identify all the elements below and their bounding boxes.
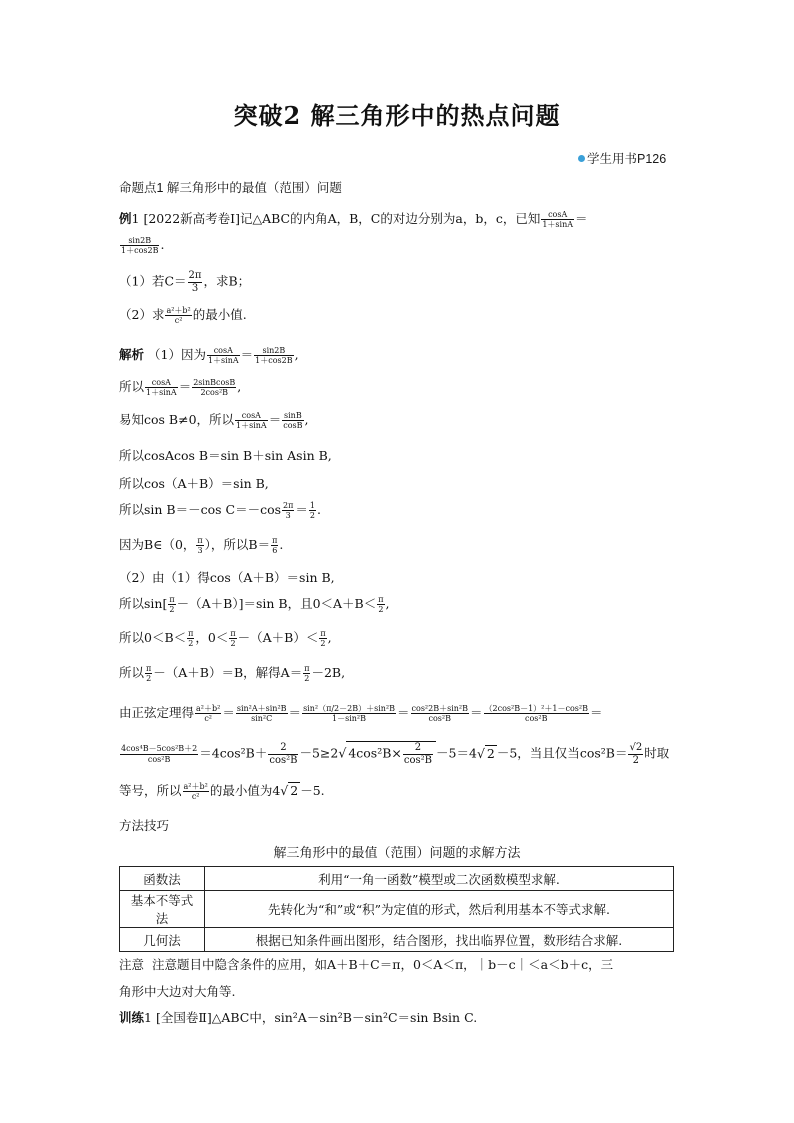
training-label: 训练 bbox=[119, 1010, 145, 1025]
solution-line-3: 易知cos B≠0，所以 $\frac{\cos A}{1+\sin A}$ ＝ $\frac{\sin B}{\cos B}$ , bbox=[119, 410, 309, 430]
solution-line-1: 解析 （1）因为 $\frac{\cos A}{1+\sin A}$ ＝ $\frac{\sin 2B}{1+\cos 2B}$ , bbox=[119, 345, 299, 365]
method-name: 函数法 bbox=[120, 867, 205, 891]
table-row bbox=[120, 928, 674, 952]
solution-line-11: 所以 $\frac{\pi}{2}$ －（A＋B）＝B，解得A＝ $\frac{\pi}{2}$ －2B, bbox=[119, 663, 346, 683]
question-2: （2）求 $\frac{\text{a²＋b²}}{\text{c²}}$ 的最小值. bbox=[119, 305, 247, 325]
solution-line-8: （2）由（1）得cos（A＋B）＝sin B, bbox=[119, 570, 335, 585]
solution-line-14: 等号，所以 $\frac{\text{a²＋b²}}{\text{c²}}$ 的最小值为4√ 2 －5. bbox=[119, 781, 325, 801]
method-name: 几何法 bbox=[120, 928, 205, 952]
note-label: 注意 bbox=[119, 957, 145, 972]
solution-line-6: 所以sin B＝－cos C＝－cos $\frac{2\pi}{3}$ ＝ $\frac{1}{2}$ . bbox=[119, 500, 321, 520]
example-number: 1 bbox=[131, 211, 140, 226]
solution-line-2: 所以 $\frac{\cos A}{1+\sin A}$ ＝ $\frac{\text{2sinBcosB}}{\text{2cos²B}}$ , bbox=[119, 377, 242, 397]
circle-bullet-icon bbox=[578, 155, 585, 162]
methods-table bbox=[119, 866, 674, 952]
method-name: 基本不等式法 bbox=[120, 891, 205, 928]
method-desc: 根据已知条件画出图形，结合图形，找出临界位置，数形结合求解. bbox=[205, 928, 674, 952]
solution-line-5: 所以cos（A＋B）＝sin B, bbox=[119, 476, 269, 491]
question-1: （1）若C＝ $\frac{2\pi}{3}$ ，求B； bbox=[119, 270, 251, 294]
note-text: 注意题目中隐含条件的应用，如A＋B＋C＝π，0＜A＜π，｜b－c｜＜a＜b＋c，三 bbox=[151, 957, 614, 972]
reference-tag bbox=[578, 149, 666, 167]
radical: √ 4cos²B× $\frac{2}{\text{cos²B}}$ bbox=[338, 741, 436, 766]
training-text: △ABC中，sin²A－sin²B－sin²C＝sin Bsin C. bbox=[211, 1010, 478, 1025]
example-stem: 例1 [2022新高考卷Ⅰ]记△ABC的内角A，B，C的对边分别为a，b，c，已知 $\frac{\cos A}{1+\sin A}$ ＝ bbox=[119, 209, 588, 229]
table-row bbox=[120, 867, 674, 891]
solution-line-10: 所以0＜B＜ $\frac{\pi}{2}$ ，0＜ $\frac{\pi}{2}$ －（A＋B）＜ $\frac{\pi}{2}$ , bbox=[119, 628, 332, 648]
section-heading: 命题点1 解三角形中的最值（范围）问题 bbox=[119, 181, 342, 195]
q1-fraction: $\frac{2\pi}{3}$ bbox=[188, 270, 202, 294]
table-row bbox=[120, 891, 674, 928]
given-fraction-left: $\frac{\cos A}{1+\sin A}$ bbox=[542, 209, 574, 229]
note-line-2: 角形中大边对大角等. bbox=[119, 984, 236, 999]
method-desc: 先转化为“和”或“积”为定值的形式，然后利用基本不等式求解. bbox=[205, 891, 674, 928]
solution-line-12: 由正弦定理得 $\frac{\text{a²＋b²}}{\text{c²}}$ ＝ $\frac{\text{sin²A＋sin²B}}{\text{sin²C}}$ ＝ $\frac{\text{sin²（π/2－2B）＋sin²B}}{\text{1－sin²B}}$ ＝ $\frac{\text{cos²2B＋sin²B}}{\text{cos²B}}$ ＝ $\frac{\text{（2cos²B－1）²＋1－cos²B}}{\text{cos²B}}$ ＝ bbox=[119, 703, 603, 723]
training-line bbox=[119, 1008, 477, 1026]
example-stem-cont: $\frac{\sin 2B}{1+\cos 2B}$ . bbox=[121, 236, 165, 256]
method-desc: 利用“一角一函数”模型或二次函数模型求解. bbox=[205, 867, 674, 891]
example-label: 例 bbox=[119, 211, 132, 226]
example-text: 记△ABC的内角A，B，C的对边分别为a，b，c，已知 bbox=[239, 211, 541, 226]
training-number: 1 bbox=[144, 1010, 152, 1025]
solution-line-4: 所以cosAcos B＝sin B＋sin Asin B, bbox=[119, 448, 332, 463]
solution-line-9: 所以sin[ $\frac{\pi}{2}$ －（A＋B）]＝sin B，且0＜A＋B＜ $\frac{\pi}{2}$ , bbox=[119, 594, 390, 614]
given-fraction-right: $\frac{\sin 2B}{1+\cos 2B}$ bbox=[121, 236, 159, 256]
solution-label: 解析 bbox=[119, 347, 145, 362]
solution-line-13: $\frac{\text{4cos⁴B－5cos²B＋2}}{\text{cos²B}}$ ＝4cos²B＋ $\frac{2}{\text{cos²B}}$ －5≥2√ 4cos²B× $\frac{2}{\text{cos²B}}$ －5＝4√ 2 －5，当且仅当cos²B＝ $\frac{√2}{2}$ 时取 bbox=[121, 742, 670, 766]
reference-text: 学生用书P126 bbox=[587, 152, 667, 166]
training-source: [全国卷Ⅱ] bbox=[155, 1010, 212, 1025]
note-line-1 bbox=[119, 955, 613, 973]
q2-fraction: $\frac{\text{a²＋b²}}{\text{c²}}$ bbox=[166, 305, 191, 325]
page-title: 突破2 解三角形中的热点问题 bbox=[233, 101, 561, 130]
solution-line-7: 因为B∈（0， $\frac{\pi}{3}$ ），所以B＝ $\frac{\pi}{6}$ . bbox=[119, 535, 284, 555]
table-caption: 解三角形中的最值（范围）问题的求解方法 bbox=[273, 845, 521, 860]
example-source: [2022新高考卷Ⅰ] bbox=[143, 211, 240, 226]
method-label: 方法技巧 bbox=[119, 818, 170, 833]
